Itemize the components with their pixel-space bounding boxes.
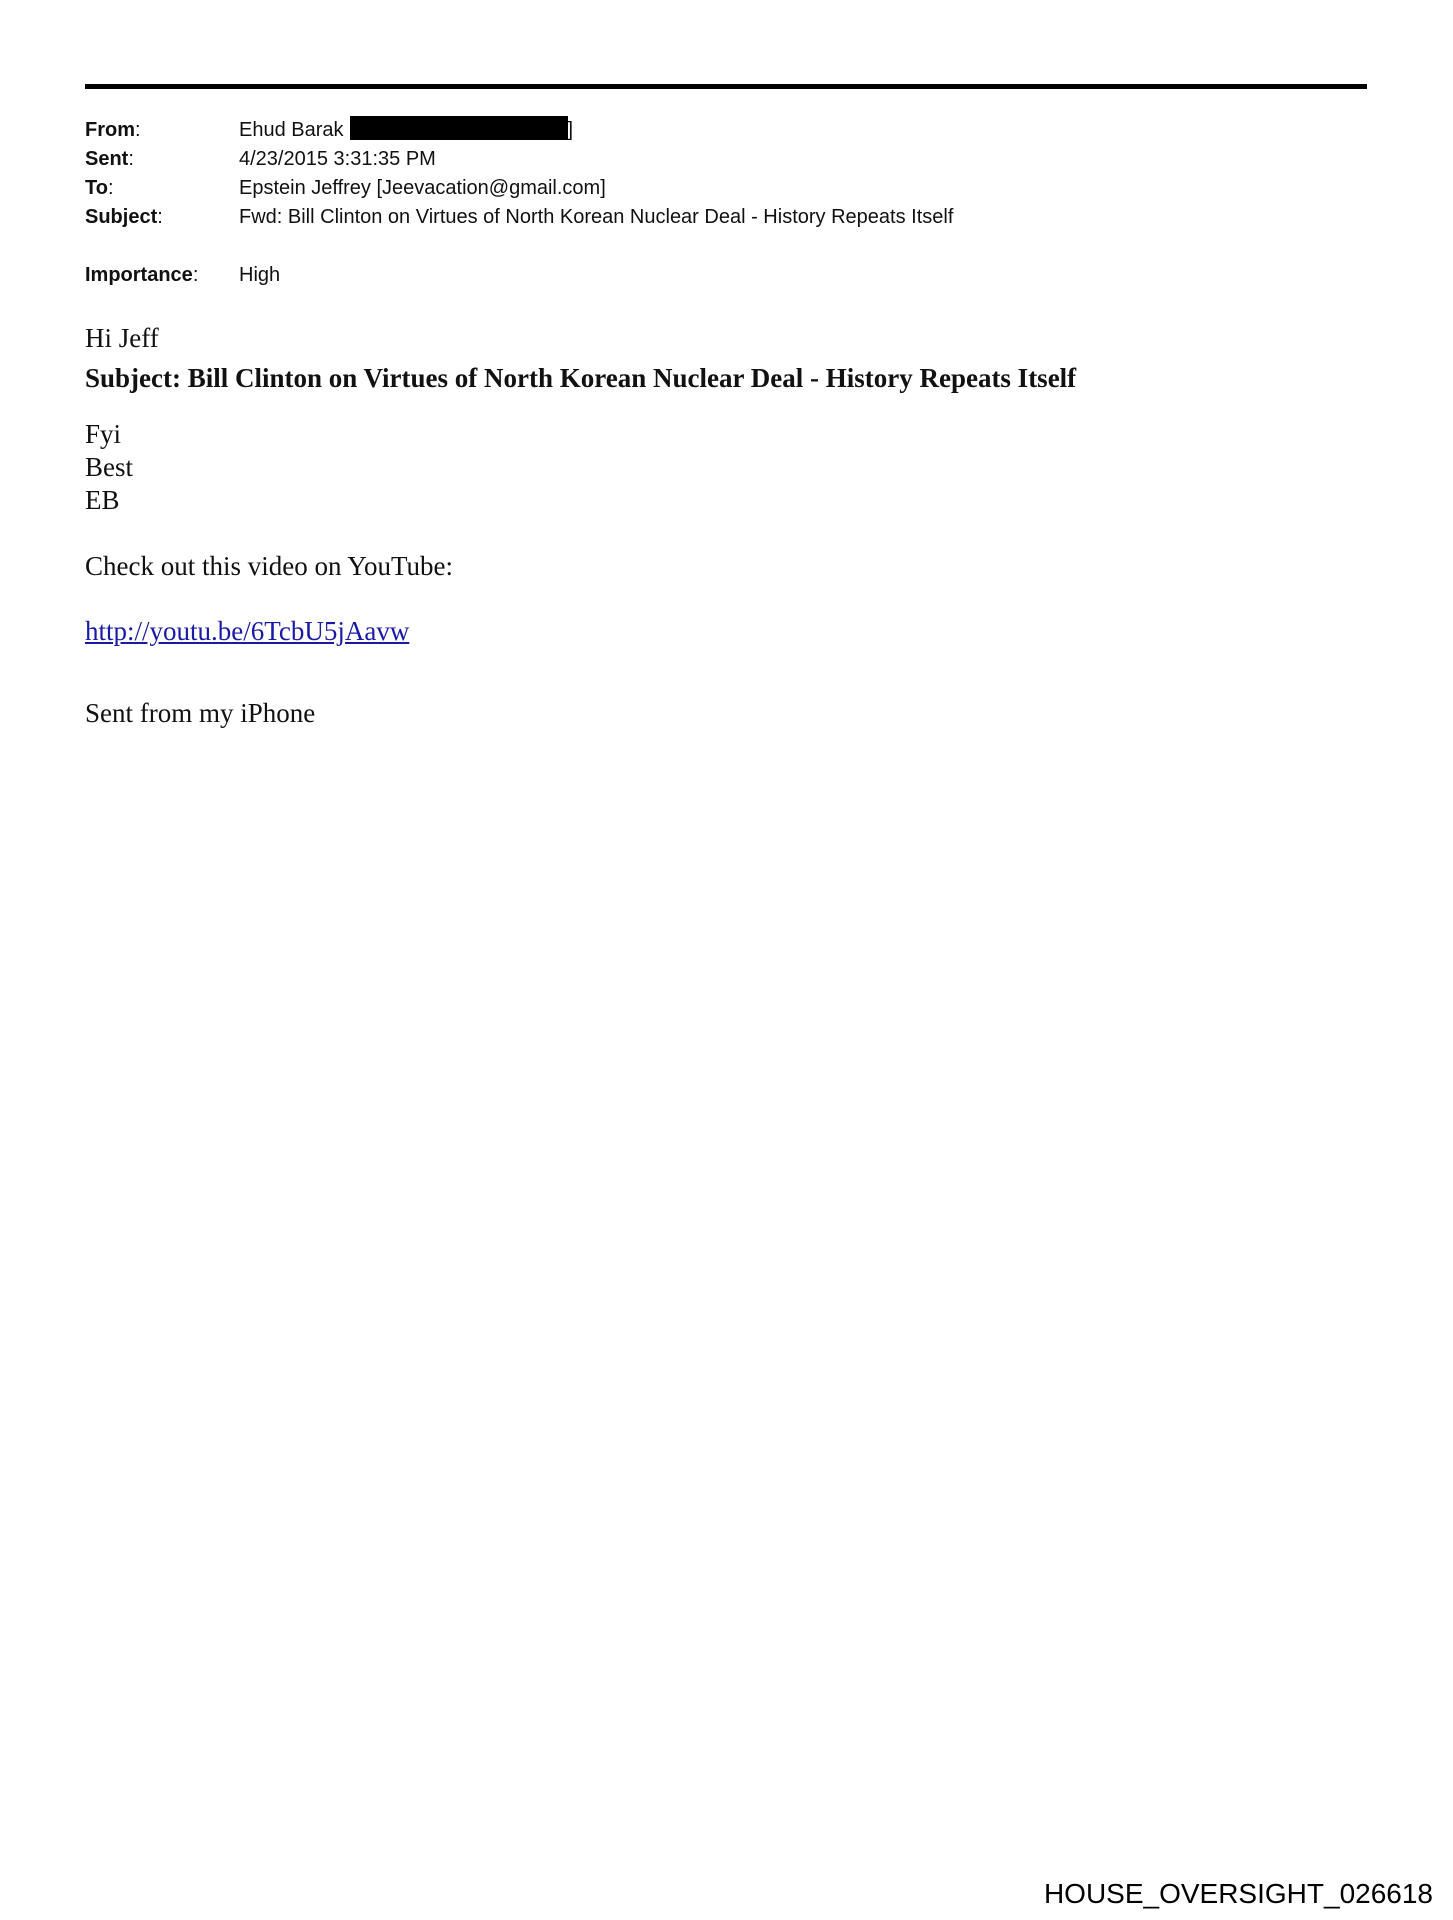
email-body	[85, 318, 1076, 733]
sent-label: Sent:	[85, 148, 134, 170]
email-header	[85, 116, 953, 290]
header-row-sent	[85, 145, 953, 174]
to-value: Epstein Jeffrey [Jeevacation@gmail.com]	[239, 177, 606, 199]
body-line-best: Best	[85, 452, 134, 482]
header-spacer	[85, 232, 953, 261]
bates-number: HOUSE_OVERSIGHT_026618	[1043, 1878, 1433, 1909]
header-row-from	[85, 116, 953, 145]
header-row-importance	[85, 261, 953, 290]
body-line-initials: EB	[85, 485, 120, 515]
signature-block	[85, 418, 1076, 517]
header-row-subject	[85, 203, 953, 232]
video-intro-text: Check out this video on YouTube:	[85, 551, 454, 581]
from-label: From:	[85, 119, 141, 141]
sent-from-line: Sent from my iPhone	[85, 698, 316, 728]
sent-value: 4/23/2015 3:31:35 PM	[239, 148, 436, 170]
header-row-to	[85, 174, 953, 203]
subject-label: Subject:	[85, 206, 163, 228]
to-label: To:	[85, 177, 114, 199]
importance-value: High	[239, 264, 281, 286]
greeting: Hi Jeff	[85, 323, 159, 353]
body-subject-line: Subject: Bill Clinton on Virtues of North Korean Nuclear Deal - History Repeats Itself	[85, 363, 1077, 393]
from-value: Ehud Barak ]	[239, 116, 573, 145]
redaction-box	[350, 116, 568, 140]
importance-label: Importance:	[85, 264, 199, 286]
subject-value: Fwd: Bill Clinton on Virtues of North Korean Nuclear Deal - History Repeats Itself	[239, 206, 954, 228]
top-divider-rule	[85, 84, 1367, 89]
body-line-fyi: Fyi	[85, 419, 122, 449]
youtube-link[interactable]: http://youtu.be/6TcbU5jAavw	[85, 616, 410, 646]
